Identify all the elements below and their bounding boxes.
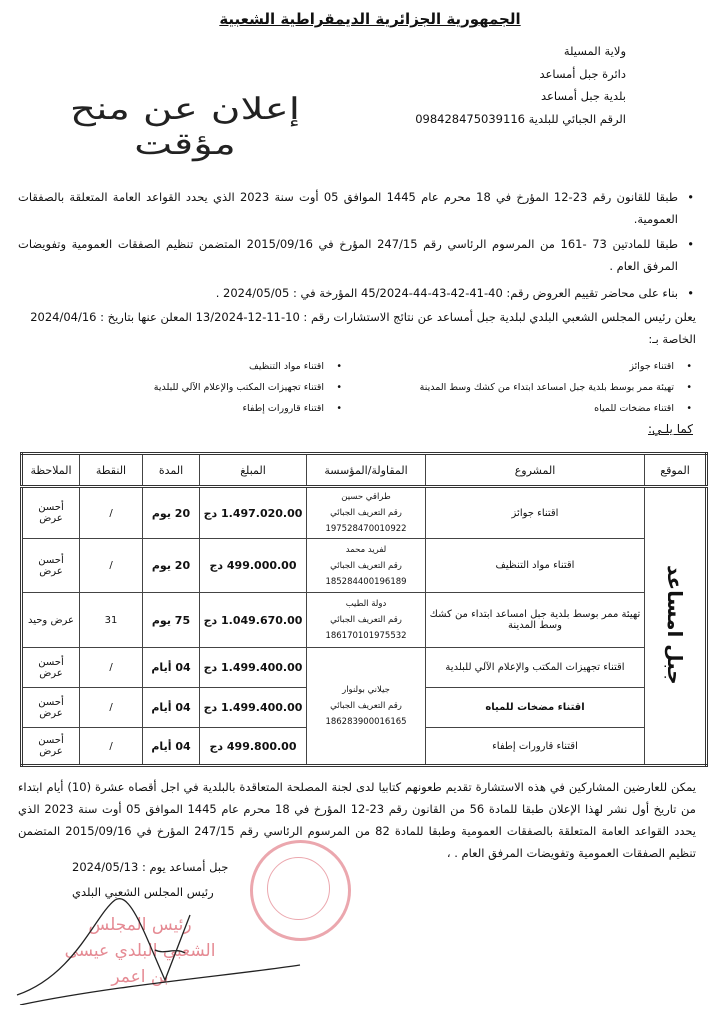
daira: دائرة جبل أمساعد [539,66,626,81]
amount-cell: 1.499.400.00 دج [200,688,307,728]
list-item: • اقتناء جوائز [396,356,696,377]
list-item: • اقتناء تجهيزات المكتب والإعلام الآلي للبلدية [46,377,346,398]
list-item: • اقتناء مضخات للمياه [396,398,696,419]
tax-id: 186283900016165 [325,717,407,727]
results-table [20,452,708,767]
header-note: الملاحظة [22,454,80,487]
tax-label: رقم التعريف الجبائي [330,560,402,571]
table-row [22,648,707,688]
score-cell: / [80,539,143,593]
table-row [22,593,707,648]
list-item: • تهيئة ممر بوسط بلدية جبل امساعد ابتداء من كشك وسط المدينة [396,377,696,398]
header-duration: المدة [143,454,200,487]
bullet-text: طبقا للمادتين 73 -161 من المرسوم الرئاسي رقم 247/15 المؤرخ في 2015/09/16 المتضمن تنظيم الصفقات العمومية وتفويضات المرفق العام . [18,237,678,273]
signer-title: رئيس المجلس الشعبي البلدي [72,885,214,899]
score-cell: / [80,648,143,688]
location-text: جبل امساعد [663,564,687,685]
amount-cell: 1.499.400.00 دج [200,648,307,688]
tax-label: رقم التعريف الجبائي [330,508,402,518]
table-header-row [22,454,707,487]
project-cell: اقتناء مواد التنظيف [426,539,645,593]
duration-cell: 20 يوم [143,487,200,539]
appeal-notice: يمكن للعارضين المشاركين في هذه الاستشارة تقديم طعونهم كتابيا لدى لجنة المصلحة المتعاقدة بالبلدية في اجل أقصاه عشرة (10) أيام ابتداء من تاريخ أول نشر لهذا الإعلان طبقا للمادة 56 من القانون رقم 23-12 المؤرخ في 18 محرم عام 1445 الموافق 05 أوت سنة 2023 الذي يحدد القواعد العامة المتعلقة بالصفقات العمومية وطبقا للمادة 82 من المرسوم الرئاسي رقم 247/15 المؤرخ في 2015/09/16 المتضمن تنظيم الصفقات العمومية وتفويضات المرفق العام . ، [18,780,697,860]
bullet-text: طبقا للقانون رقم 23-12 المؤرخ في 18 محرم عام 1445 الموافق 05 أوت سنة 2023 الذي يحدد القواعد العامة المتعلقة بالصفقات العمومية. [18,190,678,226]
as-follows-label: كما يلـي: [648,422,693,436]
tax-id: 186170101975532 [325,631,407,641]
issuer-block [415,40,626,130]
duration-cell: 75 يوم [143,593,200,648]
duration-cell: 04 أيام [143,728,200,766]
contractor-cell [307,487,426,539]
contractor-name: جيلاني بولنوار [342,685,390,695]
note-cell: أحسن عرض [22,539,80,593]
contractor-cell [307,593,426,648]
project-cell: اقتناء تجهيزات المكتب والإعلام الآلي للبلدية [426,648,645,688]
preamble-bullet: • طبقا للقانون رقم 23-12 المؤرخ في 18 محرم عام 1445 الموافق 05 أوت سنة 2023 الذي يحدد القواعد العامة المتعلقة بالصفقات العمومية. [18,190,694,226]
note-cell: أحسن عرض [22,648,80,688]
commune: بلدية جبل أمساعد [540,89,626,103]
project-list-right [396,356,696,419]
amount-cell: 499.800.00 دج [200,728,307,766]
tax-id: 197528470010922 [325,524,407,534]
tax-label: رقم التعريف الجبائي [330,615,402,625]
tax-label: رقم التعريف الجبائي [330,701,402,711]
note-cell: أحسن عرض [22,728,80,766]
contractor-cell [307,539,426,593]
project-cell: اقتناء قارورات إطفاء [426,728,645,766]
table-row [22,487,707,539]
contractor-name: دولة الطيب [345,599,387,609]
amount-cell: 499.000.00 دج [200,539,307,593]
amount-cell: 1.497.020.00 دج [200,487,307,539]
tax-number: الرقم الجبائي للبلدية 098428475039116 [415,111,626,126]
score-cell: / [80,487,143,539]
duration-cell: 04 أيام [143,648,200,688]
amount-cell: 1.049.670.00 دج [200,593,307,648]
contractor-cell [307,648,426,766]
preamble-bullet: • طبقا للمادتين 73 -161 من المرسوم الرئاسي رقم 247/15 المؤرخ في 2015/09/16 المتضمن تنظيم الصفقات العمومية وتفويضات المرفق العام . [18,237,694,273]
bullet-text: بناء على محاضر تقييم العروض رقم: 40-41-42-43-44-45/2024 المؤرخة في : 2024/05/05 . [215,286,678,300]
header-location: الموقع [645,454,707,487]
contractor-name: لفريد محمد [345,544,387,555]
announcement-text: يعلن رئيس المجلس الشعبي البلدي لبلدية جبل أمساعد عن نتائج الاستشارات رقم : 10-11-12-13/2024 المعلن عنها بتاريخ : 2024/04/16 الخاصة بـ: [30,310,696,346]
duration-cell: 20 يوم [143,539,200,593]
preamble-bullet: • بناء على محاضر تقييم العروض رقم: 40-41-42-43-44-45/2024 المؤرخة في : 2024/05/05 . [215,286,694,300]
score-cell: 31 [80,593,143,648]
project-cell: اقتناء مضخات للمياه [426,688,645,728]
list-item: • اقتناء مواد التنظيف [46,356,346,377]
document-title: إعلان عن منح مؤقت [69,92,301,162]
note-cell: أحسن عرض [22,688,80,728]
contractor-name: طراقي حسين [341,492,391,502]
note-cell: أحسن عرض [22,487,80,539]
score-cell: / [80,728,143,766]
project-cell: تهيئة ممر بوسط بلدية جبل امساعد ابتداء من كشك وسط المدينة [426,593,645,648]
note-cell: عرض وحيد [22,593,80,648]
signature-stamp: رئيس المجلس الشعبي البلدي عيسى بن اعمر [64,915,216,987]
tax-id: 185284400196189 [325,576,407,587]
table-row [22,539,707,593]
republic-heading: الجمهورية الجزائرية الديمقراطية الشعبية [219,10,521,28]
handwritten-signature [15,895,305,1005]
wilaya: ولاية المسيلة [563,44,626,58]
project-cell: اقتناء جوائز [426,487,645,539]
place-date: جبل أمساعد يوم : 2024/05/13 [72,860,229,874]
header-score: النقطة [80,454,143,487]
project-list-left [46,356,346,419]
list-item: • اقتناء قارورات إطفاء [46,398,346,419]
score-cell: / [80,688,143,728]
header-contractor: المقاولة/المؤسسة [307,454,426,487]
location-cell [645,487,707,766]
header-project: المشروع [426,454,645,487]
duration-cell: 04 أيام [143,688,200,728]
header-amount: المبلغ [200,454,307,487]
